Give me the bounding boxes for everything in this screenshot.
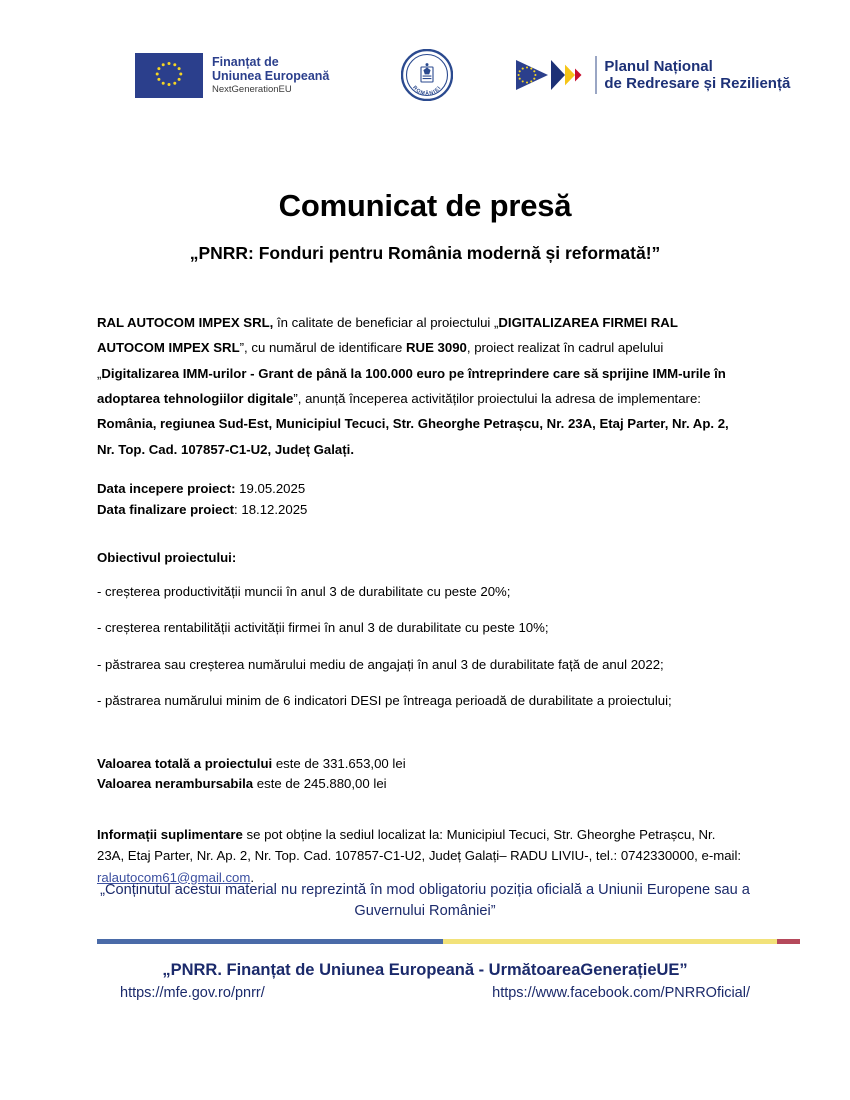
intro-text-3: , proiect realizat în cadrul apelului „ — [97, 340, 664, 381]
project-start-date-label: Data incepere proiect: — [97, 481, 236, 497]
contact-label: Informații suplimentare — [97, 826, 243, 842]
intro-text-1: în calitate de beneficiar al proiectului „ — [273, 315, 499, 330]
project-start-date-row — [97, 479, 745, 499]
objective-item: - creșterea rentabilității activității firmei în anul 3 de durabilitate cu peste 10%; — [97, 620, 549, 636]
footer-divider — [97, 939, 800, 944]
pnrr-logo-divider — [595, 56, 597, 94]
total-value-amount: este de 331.653,00 lei — [272, 755, 406, 771]
footer-links — [120, 985, 750, 1001]
divider-segment-blue — [97, 939, 443, 944]
eu-logo-text — [212, 55, 329, 96]
contact-suffix: . — [250, 869, 255, 885]
footer-link-facebook[interactable]: https://www.facebook.com/PNRROficial/ — [492, 985, 750, 1001]
page-subtitle: „PNRR: Fonduri pentru România modernă și reformată!” — [189, 243, 661, 263]
project-start-date-value: 19.05.2025 — [235, 481, 306, 497]
footer-link-mfe[interactable]: https://mfe.gov.ro/pnrr/ — [120, 985, 265, 1001]
header-logo-strip — [97, 44, 791, 106]
total-value-row — [97, 754, 745, 774]
project-values — [97, 754, 745, 795]
page-title: Comunicat de presă — [278, 188, 572, 223]
intro-paragraph — [97, 310, 745, 462]
document-body — [97, 310, 745, 888]
svg-text:ROMÂNIEI: ROMÂNIEI — [411, 84, 444, 98]
intro-text-2: ”, cu numărul de identificare — [239, 340, 407, 356]
objective-item: - păstrarea numărului minim de 6 indicatori DESI pe întreaga perioadă de durabilitate a proiectului; — [97, 693, 672, 709]
grant-value-row — [97, 774, 745, 794]
grant-value-label: Valoarea nerambursabila — [97, 776, 254, 792]
eu-funding-logo — [135, 53, 329, 98]
eu-logo-line2: Uniunea Europeană — [212, 68, 330, 83]
disclaimer-text — [95, 880, 755, 921]
beneficiary-name: RAL AUTOCOM IMPEX SRL, — [97, 315, 274, 330]
government-of-romania-seal-icon — [401, 49, 453, 101]
grant-value-amount: este de 245.880,00 lei — [253, 776, 387, 792]
call-name: Digitalizarea IMM-urilor - Grant de până la 100.000 euro pe întreprindere care să sprijine IMM-urile în adoptarea tehnologiilor digitale — [97, 365, 726, 407]
eu-logo-line3: NextGenerationEU — [212, 83, 292, 95]
contact-text: se pot obține la sediul localizat la: Municipiul Tecuci, Str. Gheorghe Petrașcu, Nr. 23A, Etaj Parter, Nr. Ap. 2, Nr. Top. Cad. 107857-C1-U2, Județ Galați– RADU LIVIU-, tel.: 0742330000, e-mail: — [97, 826, 742, 864]
pnrr-logo-line2: de Redresare și Reziliență — [604, 75, 791, 92]
implementation-address: România, regiunea Sud-Est, Municipiul Tecuci, Str. Gheorghe Petrașcu, Nr. 23A, Etaj Parter, Nr. Ap. 2, Nr. Top. Cad. 107857-C1-U2, Județ Galați. — [97, 416, 729, 457]
pnrr-logo-text — [604, 58, 790, 93]
intro-text-4: ”, anunță începerea activităților proiectului la adresa de implementare: — [293, 391, 701, 407]
pnrr-arrows-icon — [515, 58, 591, 92]
total-value-label: Valoarea totală a proiectului — [97, 755, 273, 771]
objective-item: - creșterea productivității muncii în anul 3 de durabilitate cu peste 20%; — [97, 583, 511, 599]
pnrr-logo — [515, 56, 790, 94]
project-end-date-row — [97, 500, 745, 520]
contact-information — [97, 824, 745, 888]
pnrr-logo-line1: Planul Național — [604, 57, 713, 75]
project-end-date-value: : 18.12.2025 — [234, 501, 308, 517]
divider-segment-yellow — [443, 939, 777, 944]
disclaimer-line2: Europene sau a Guvernului României” — [354, 882, 750, 919]
eu-stars-icon — [135, 53, 203, 98]
eu-logo-line1: Finanțat de — [212, 54, 279, 69]
contact-email-link[interactable]: ralautocom61@gmail.com — [97, 869, 251, 885]
eu-flag-icon — [135, 53, 203, 98]
objective-item: - păstrarea sau creșterea numărului mediu de angajați în anul 3 de durabilitate față de anul 2022; — [97, 656, 664, 672]
project-rue-number: RUE 3090 — [406, 340, 467, 356]
project-dates — [97, 479, 745, 520]
divider-segment-red — [777, 939, 800, 944]
project-name: DIGITALIZAREA FIRMEI RAL AUTOCOM IMPEX SRL — [97, 315, 678, 356]
footer-title: „PNRR. Finanțat de Uniunea Europeană - UrmătoareaGenerațieUE” — [162, 961, 688, 979]
disclaimer-line1: „Conținutul acestui material nu reprezintă în mod obligatoriu poziția oficială a Uniunii — [100, 882, 643, 898]
project-end-date-label: Data finalizare proiect — [97, 501, 235, 517]
objectives-heading: Obiectivul proiectului: — [97, 549, 237, 565]
